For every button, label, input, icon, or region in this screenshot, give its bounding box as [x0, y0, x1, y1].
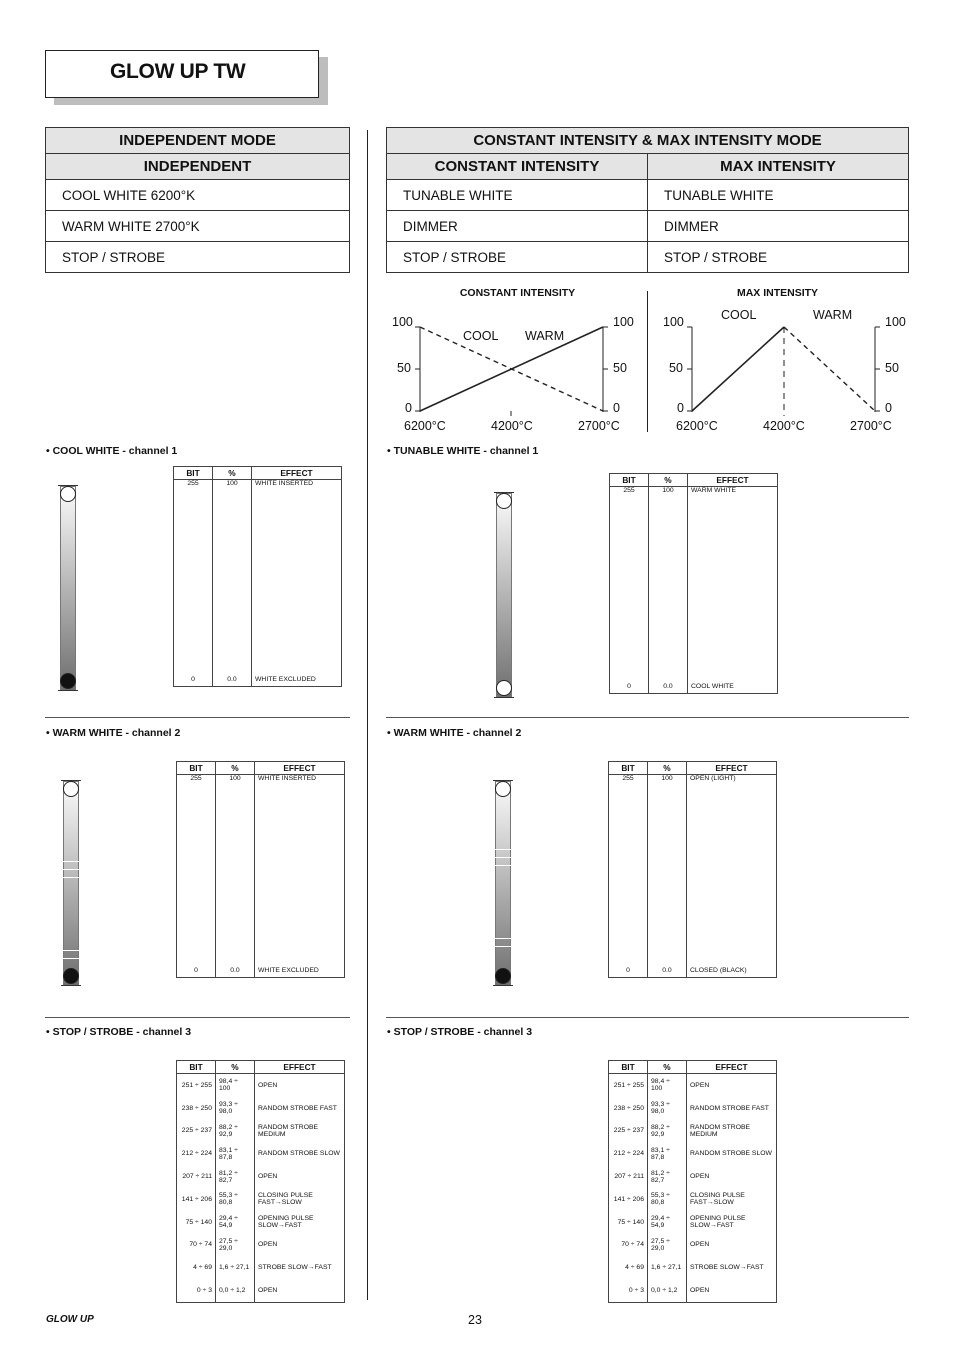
cell-bit: 75 ÷ 140 [177, 1211, 216, 1234]
cell-pct: 1,6 ÷ 27,1 [216, 1256, 255, 1279]
cell-effect: WHITE INSERTED [255, 775, 345, 786]
cell-pct: 27,5 ÷ 29,0 [216, 1234, 255, 1257]
cell-effect: STROBE SLOW→FAST [687, 1256, 777, 1279]
max-y-tick-100-right: 100 [885, 315, 906, 329]
cell-bit: 207 ÷ 211 [609, 1165, 648, 1188]
slider-bottom-tick [493, 985, 513, 986]
slider-bottom-tick [494, 697, 514, 698]
col-effect: EFFECT [255, 1061, 345, 1074]
cell-effect: RANDOM STROBE FAST [255, 1097, 345, 1120]
cell-effect: OPEN [687, 1279, 777, 1302]
table-row [177, 1142, 345, 1165]
cell-pct: 98,4 ÷ 100 [648, 1074, 687, 1097]
col-bit: BIT [609, 762, 648, 775]
cell-effect: RANDOM STROBE MEDIUM [687, 1120, 777, 1143]
right-ch1-label: • TUNABLE WHITE - channel 1 [387, 445, 539, 457]
table-row [177, 1120, 345, 1143]
cell-bit: 225 ÷ 237 [177, 1120, 216, 1143]
max-intensity-header: MAX INTENSITY [648, 154, 909, 180]
cell-pct: 100 [213, 480, 252, 491]
col-pct: % [216, 1061, 255, 1074]
left-ch2-dmx-table [176, 761, 345, 978]
table-row [609, 1188, 777, 1211]
left-ch1-slider-bottom-knob [60, 673, 76, 689]
cell-effect: RANDOM STROBE SLOW [687, 1142, 777, 1165]
max-x-tick-2700: 2700°C [850, 419, 892, 433]
cell-pct: 100 [648, 775, 687, 786]
max-cool-label: COOL [721, 308, 757, 322]
table-row [609, 1074, 777, 1097]
max-row: TUNABLE WHITE [648, 180, 909, 211]
max-y-tick-50: 50 [669, 361, 683, 375]
col-bit: BIT [177, 762, 216, 775]
table-row [609, 1211, 777, 1234]
cell-bit: 0 ÷ 3 [177, 1279, 216, 1302]
slider-band [63, 950, 79, 951]
cell-pct: 81,2 ÷ 82,7 [648, 1165, 687, 1188]
cell-pct: 0.0 [648, 967, 687, 978]
constant-max-mode-table [386, 127, 909, 273]
cell-pct: 27,5 ÷ 29,0 [648, 1234, 687, 1257]
right-ch2-slider-top-knob [495, 781, 511, 797]
table-row [177, 1256, 345, 1279]
col-pct: % [648, 762, 687, 775]
constant-y-tick-0: 0 [405, 401, 412, 415]
independent-header: INDEPENDENT [46, 154, 350, 180]
table-row [177, 1279, 345, 1302]
col-pct: % [213, 467, 252, 480]
table-row [609, 1142, 777, 1165]
right-ch3-dmx-table [608, 1060, 777, 1303]
cell-bit: 0 [610, 683, 649, 694]
cell-pct: 55,3 ÷ 80,8 [648, 1188, 687, 1211]
cell-pct: 1,6 ÷ 27,1 [648, 1256, 687, 1279]
slider-band [495, 946, 511, 947]
col-bit: BIT [610, 474, 649, 487]
independent-row: WARM WHITE 2700°K [46, 211, 350, 242]
max-x-tick-4200: 4200°C [763, 419, 805, 433]
max-warm-falling-line [784, 327, 875, 411]
left-ch1-slider-top-knob [60, 486, 76, 502]
cell-pct: 88,2 ÷ 92,9 [216, 1120, 255, 1143]
cell-effect: COOL WHITE [688, 683, 778, 694]
cell-effect: OPEN [255, 1165, 345, 1188]
constant-y-tick-0-right: 0 [613, 401, 620, 415]
cell-bit: 0 [174, 676, 213, 687]
cell-effect: OPEN [687, 1234, 777, 1257]
cell-bit: 0 ÷ 3 [609, 1279, 648, 1302]
footer-brand: GLOW UP [46, 1314, 94, 1325]
left-ch2-slider-track [63, 781, 79, 986]
cell-bit: 4 ÷ 69 [177, 1256, 216, 1279]
cell-effect: OPEN [255, 1074, 345, 1097]
constant-row: TUNABLE WHITE [387, 180, 648, 211]
cell-bit: 238 ÷ 250 [177, 1097, 216, 1120]
cell-effect: OPENING PULSE SLOW→FAST [687, 1211, 777, 1234]
col-effect: EFFECT [255, 762, 345, 775]
max-y-tick-0: 0 [677, 401, 684, 415]
cell-effect: OPENING PULSE SLOW→FAST [255, 1211, 345, 1234]
left-ch2-slider-top-knob [63, 781, 79, 797]
cell-pct: 93,3 ÷ 98,0 [648, 1097, 687, 1120]
divider [45, 717, 350, 718]
table-row [609, 1234, 777, 1257]
cell-effect: CLOSING PULSE FAST→SLOW [687, 1188, 777, 1211]
right-ch1-slider-bottom-knob [496, 680, 512, 696]
table-row [609, 1165, 777, 1188]
cell-bit: 70 ÷ 74 [177, 1234, 216, 1257]
slider-band [63, 958, 79, 959]
max-cool-rising-line [692, 327, 784, 411]
cell-effect: WHITE EXCLUDED [252, 676, 342, 687]
table-row [177, 1074, 345, 1097]
slider-bottom-tick [61, 985, 81, 986]
table-row [609, 1120, 777, 1143]
left-ch1-dmx-table [173, 466, 342, 687]
cell-effect: RANDOM STROBE MEDIUM [255, 1120, 345, 1143]
right-ch2-label: • WARM WHITE - channel 2 [387, 727, 522, 739]
cell-bit: 4 ÷ 69 [609, 1256, 648, 1279]
col-pct: % [649, 474, 688, 487]
col-effect: EFFECT [252, 467, 342, 480]
slider-band [495, 938, 511, 939]
cell-pct: 0.0 [216, 967, 255, 978]
divider [386, 1017, 909, 1018]
cell-effect: STROBE SLOW→FAST [255, 1256, 345, 1279]
cell-bit: 212 ÷ 224 [177, 1142, 216, 1165]
cell-pct: 88,2 ÷ 92,9 [648, 1120, 687, 1143]
constant-x-tick-2700: 2700°C [578, 419, 620, 433]
column-divider [367, 130, 368, 1300]
cell-bit: 207 ÷ 211 [177, 1165, 216, 1188]
constant-x-tick-6200: 6200°C [404, 419, 446, 433]
cell-bit: 251 ÷ 255 [609, 1074, 648, 1097]
constant-max-header: CONSTANT INTENSITY & MAX INTENSITY MODE [387, 128, 909, 154]
cell-pct: 0.0 [649, 683, 688, 694]
independent-mode-header: INDEPENDENT MODE [46, 128, 350, 154]
cell-bit: 238 ÷ 250 [609, 1097, 648, 1120]
constant-x-tick-4200: 4200°C [491, 419, 533, 433]
cell-effect: OPEN [255, 1234, 345, 1257]
independent-row: STOP / STROBE [46, 242, 350, 273]
cell-bit: 255 [610, 487, 649, 498]
cell-effect: WHITE INSERTED [252, 480, 342, 491]
constant-warm-label: WARM [525, 329, 565, 343]
constant-y-tick-100-right: 100 [613, 315, 634, 329]
max-row: STOP / STROBE [648, 242, 909, 273]
table-row [177, 1211, 345, 1234]
max-graph-title: MAX INTENSITY [736, 287, 819, 299]
max-intensity-graph [682, 318, 882, 418]
cell-bit: 255 [177, 775, 216, 786]
cell-pct: 100 [216, 775, 255, 786]
max-warm-label: WARM [813, 308, 853, 322]
table-row [609, 1256, 777, 1279]
left-ch1-label: • COOL WHITE - channel 1 [46, 445, 178, 457]
col-effect: EFFECT [687, 762, 777, 775]
constant-row: STOP / STROBE [387, 242, 648, 273]
table-row [177, 1188, 345, 1211]
left-ch3-label: • STOP / STROBE - channel 3 [46, 1026, 192, 1038]
max-x-tick-6200: 6200°C [676, 419, 718, 433]
cell-effect: OPEN [687, 1165, 777, 1188]
cell-bit: 0 [609, 967, 648, 978]
col-effect: EFFECT [688, 474, 778, 487]
cell-pct: 83,1 ÷ 87,8 [648, 1142, 687, 1165]
constant-graph-title: CONSTANT INTENSITY [459, 287, 576, 299]
cell-pct: 81,2 ÷ 82,7 [216, 1165, 255, 1188]
cell-bit: 141 ÷ 206 [177, 1188, 216, 1211]
cell-bit: 251 ÷ 255 [177, 1074, 216, 1097]
constant-intensity-graph [410, 318, 610, 418]
cell-bit: 255 [174, 480, 213, 491]
col-effect: EFFECT [687, 1061, 777, 1074]
constant-y-tick-50-right: 50 [613, 361, 627, 375]
cell-effect: OPEN [255, 1279, 345, 1302]
cell-pct: 98,4 ÷ 100 [216, 1074, 255, 1097]
col-pct: % [648, 1061, 687, 1074]
divider [386, 717, 909, 718]
right-ch1-slider-top-knob [496, 493, 512, 509]
table-row [177, 1165, 345, 1188]
cell-pct: 83,1 ÷ 87,8 [216, 1142, 255, 1165]
table-row [609, 1279, 777, 1302]
cell-pct: 0,0 ÷ 1,2 [216, 1279, 255, 1302]
right-ch1-slider-track [496, 493, 512, 698]
slider-band [495, 865, 511, 866]
right-ch3-label: • STOP / STROBE - channel 3 [387, 1026, 533, 1038]
col-bit: BIT [177, 1061, 216, 1074]
left-ch1-slider-track [60, 486, 76, 691]
max-row: DIMMER [648, 211, 909, 242]
page-title-box [45, 50, 319, 98]
cell-pct: 100 [649, 487, 688, 498]
cell-effect: WHITE EXCLUDED [255, 967, 345, 978]
col-pct: % [216, 762, 255, 775]
graph-divider [647, 291, 648, 432]
right-ch2-slider-bottom-knob [495, 968, 511, 984]
divider [45, 1017, 350, 1018]
cell-effect: RANDOM STROBE FAST [687, 1097, 777, 1120]
slider-band [63, 877, 79, 878]
constant-y-tick-100: 100 [392, 315, 413, 329]
cell-bit: 212 ÷ 224 [609, 1142, 648, 1165]
max-y-tick-50-right: 50 [885, 361, 899, 375]
right-ch2-slider-track [495, 781, 511, 986]
cell-pct: 29,4 ÷ 54,9 [648, 1211, 687, 1234]
cell-bit: 225 ÷ 237 [609, 1120, 648, 1143]
table-row [177, 1234, 345, 1257]
cell-pct: 0.0 [213, 676, 252, 687]
col-bit: BIT [174, 467, 213, 480]
cell-pct: 29,4 ÷ 54,9 [216, 1211, 255, 1234]
cell-bit: 141 ÷ 206 [609, 1188, 648, 1211]
left-ch2-slider-bottom-knob [63, 968, 79, 984]
cell-effect: WARM WHITE [688, 487, 778, 498]
cell-effect: RANDOM STROBE SLOW [255, 1142, 345, 1165]
slider-band [63, 869, 79, 870]
cell-effect: OPEN (LIGHT) [687, 775, 777, 786]
constant-row: DIMMER [387, 211, 648, 242]
constant-intensity-header: CONSTANT INTENSITY [387, 154, 648, 180]
independent-mode-table [45, 127, 350, 273]
max-y-tick-100: 100 [663, 315, 684, 329]
table-row [609, 1097, 777, 1120]
slider-bottom-tick [58, 690, 78, 691]
left-ch3-dmx-table [176, 1060, 345, 1303]
constant-cool-label: COOL [463, 329, 499, 343]
right-ch1-dmx-table [609, 473, 778, 694]
right-ch2-dmx-table [608, 761, 777, 978]
slider-band [495, 849, 511, 850]
slider-band [495, 857, 511, 858]
table-row [177, 1097, 345, 1120]
page-number: 23 [468, 1313, 482, 1327]
cell-pct: 0,0 ÷ 1,2 [648, 1279, 687, 1302]
cell-pct: 55,3 ÷ 80,8 [216, 1188, 255, 1211]
cell-bit: 255 [609, 775, 648, 786]
cell-effect: OPEN [687, 1074, 777, 1097]
cell-effect: CLOSED (BLACK) [687, 967, 777, 978]
page-title: GLOW UP TW [110, 60, 246, 83]
cell-pct: 93,3 ÷ 98,0 [216, 1097, 255, 1120]
independent-row: COOL WHITE 6200°K [46, 180, 350, 211]
cell-bit: 70 ÷ 74 [609, 1234, 648, 1257]
cell-bit: 0 [177, 967, 216, 978]
col-bit: BIT [609, 1061, 648, 1074]
constant-y-tick-50: 50 [397, 361, 411, 375]
slider-band [63, 861, 79, 862]
left-ch2-label: • WARM WHITE - channel 2 [46, 727, 181, 739]
cell-effect: CLOSING PULSE FAST→SLOW [255, 1188, 345, 1211]
cell-bit: 75 ÷ 140 [609, 1211, 648, 1234]
max-y-tick-0-right: 0 [885, 401, 892, 415]
